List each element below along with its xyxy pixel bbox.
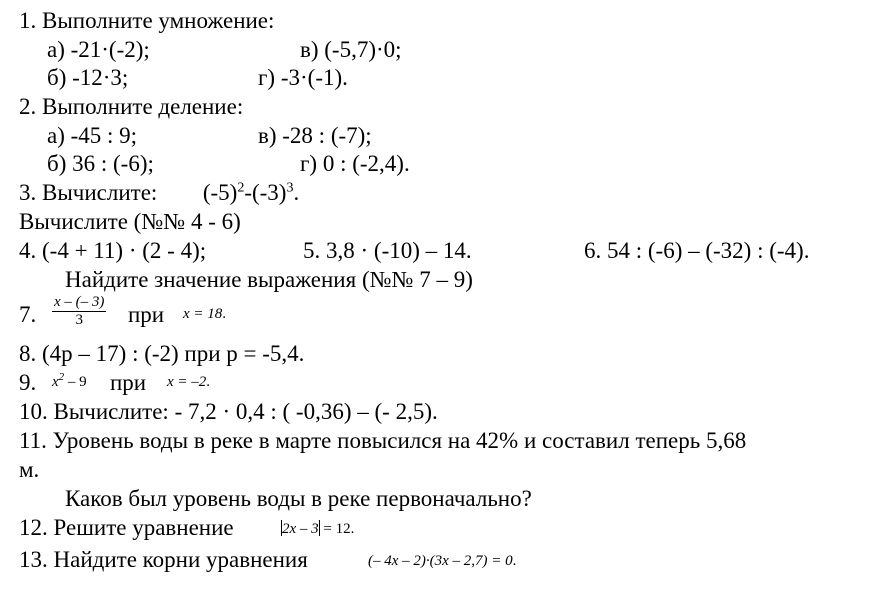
task-2b: б) 36 : (-6);: [47, 151, 154, 176]
calc-heading: Вычислите (№№ 4 - 6): [19, 209, 241, 234]
find-heading: Найдите значение выражения (№№ 7 – 9): [65, 267, 473, 292]
task-11-line-1: 11. Уровень воды в реке в марте повысился на 42% и составил теперь 5,68: [19, 428, 747, 453]
task-7-denominator: 3: [75, 312, 83, 328]
task-7-fraction: [52, 294, 106, 329]
task-3-term-a: (-5): [202, 180, 238, 205]
task-1g: г) -3·(-1).: [258, 65, 348, 90]
task-4: 4. (-4 + 11) · (2 - 4);: [19, 238, 207, 263]
task-8: 8. (4p – 17) : (-2) при p = -5,4.: [19, 341, 305, 366]
task-3-power-a: 2: [237, 180, 245, 196]
task-1a: а) -21·(-2);: [47, 37, 150, 62]
task-2g: г) 0 : (-2,4).: [300, 151, 410, 176]
task-12-label: 12. Решите уравнение: [19, 515, 234, 540]
task-9-expression: $x^2 - 9$: [52, 371, 87, 390]
task-3-label: 3. Вычислите:: [19, 180, 158, 205]
task-7-numerator: x – (– 3): [54, 294, 105, 310]
task-11-line-2: м.: [19, 457, 40, 482]
task-2a: а) -45 : 9;: [47, 123, 138, 148]
task-12-equation: 2x – 3 = 12.: [282, 521, 355, 537]
task-3: [19, 179, 299, 207]
task-1v: в) (-5,7)·0;: [300, 37, 402, 62]
task-7-condition: x = 18.: [183, 306, 227, 322]
task-3-power-b: 3: [286, 180, 294, 196]
task-9-condition: x = –2.: [167, 374, 211, 390]
task-7-label: 7.: [19, 302, 37, 327]
task-13-label: 13. Найдите корни уравнения: [19, 547, 308, 572]
task-1b: б) -12·3;: [47, 65, 129, 90]
task-7-pri: при: [128, 302, 165, 327]
task-6: 6. 54 : (-6) – (-32) : (-4).: [584, 238, 810, 263]
task-11-question: Каков был уровень воды в реке первоначально?: [65, 486, 532, 511]
task-2v: в) -28 : (-7);: [258, 123, 372, 148]
task-1-title: 1. Выполните умножение:: [19, 8, 275, 33]
task-3-term-b: -(-3): [244, 180, 287, 205]
task-10: 10. Вычислите: - 7,2 · 0,4 : ( -0,36) – (- 2,5).: [19, 399, 438, 424]
task-3-end: .: [293, 180, 300, 205]
task-9-label: 9.: [19, 370, 37, 395]
task-5: 5. 3,8 · (-10) – 14.: [303, 238, 472, 263]
task-9-pri: при: [110, 370, 147, 395]
task-13-equation: (– 4x – 2)·(3x – 2,7) = 0.: [368, 553, 517, 569]
task-2-title: 2. Выполните деление:: [19, 94, 244, 119]
